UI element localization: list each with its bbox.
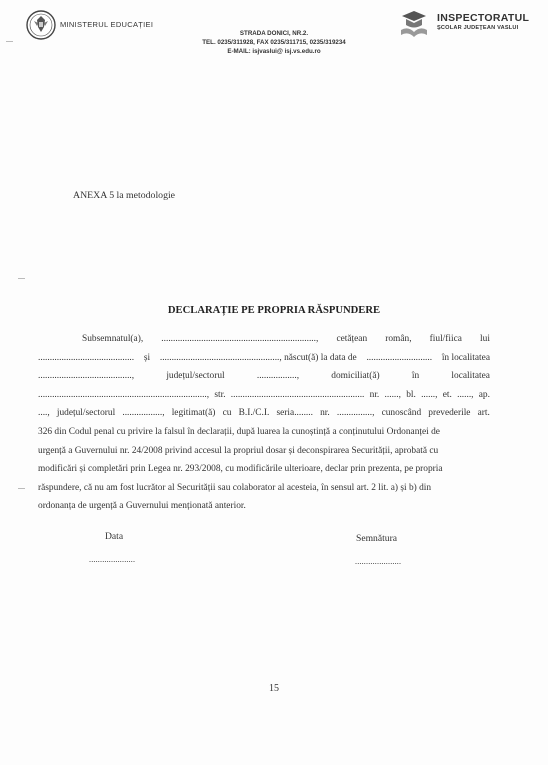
body-word: ......................................... xyxy=(38,352,135,363)
body-word: domiciliat(ă) xyxy=(331,371,380,382)
body-word: ordonanța de urgență a Guvernului menționată anterior. xyxy=(38,501,246,512)
signature-label: Semnătura xyxy=(356,533,398,544)
body-word: et. xyxy=(442,389,452,400)
body-word: art. xyxy=(477,408,490,419)
margin-mark xyxy=(6,41,13,42)
body-line xyxy=(38,386,490,405)
declaration-title: DECLARAȚIE PE PROPRIA RĂSPUNDERE xyxy=(167,305,381,316)
body-word: prevederile xyxy=(428,408,471,419)
body-word: județul/sectorul xyxy=(166,371,225,382)
body-line xyxy=(38,442,490,461)
body-word: legitimat(ă) xyxy=(171,408,216,419)
body-word: lui xyxy=(480,334,490,344)
body-word: ..............., xyxy=(336,408,375,419)
body-word: român, xyxy=(385,334,412,344)
header-address: STRADA DONICI, NR.2. xyxy=(239,30,309,37)
body-word: ........................................, xyxy=(38,371,135,382)
body-word: ap. xyxy=(478,389,490,400)
body-word: Subsemnatul(a), xyxy=(82,334,144,344)
body-word: ......, xyxy=(457,389,474,400)
body-word: ................., xyxy=(256,371,300,382)
body-word: bl. xyxy=(406,389,416,400)
body-word: ........................................................................, xyxy=(38,389,210,400)
margin-mark xyxy=(18,488,25,489)
isj-subtitle: ŞCOLAR JUDEŢEAN VASLUI xyxy=(437,25,519,31)
body-word: în localitatea xyxy=(441,352,490,363)
body-word: 326 din Codul penal cu privire la falsul în declarații, după luarea la cunoștință a conținutului Ordonanței de xyxy=(38,426,440,437)
body-line xyxy=(38,330,490,349)
body-line xyxy=(38,404,490,423)
margin-mark xyxy=(18,278,25,279)
body-word: cetățean xyxy=(336,334,368,344)
body-word: str. xyxy=(214,389,226,400)
body-word: modificări și completări prin Legea nr. 293/2008, cu modificările ulterioare, declar prin prezenta, pe propria xyxy=(38,464,443,475)
body-word: ............................ xyxy=(366,352,433,363)
body-word: nr. xyxy=(369,389,380,400)
ministry-crest-icon xyxy=(26,10,56,40)
page-number: 15 xyxy=(269,683,279,694)
body-word: seria........ xyxy=(276,408,313,419)
body-line xyxy=(38,479,490,498)
body-line xyxy=(38,349,490,368)
body-word: ......, xyxy=(421,389,438,400)
header-email: E-MAIL: isjvaslui@ isj.vs.edu.ro xyxy=(227,48,321,55)
signature-field: ..................... xyxy=(355,557,402,566)
body-word: în xyxy=(411,371,420,382)
date-field: ..................... xyxy=(89,555,136,564)
body-word: ..................................................., născut(ă) la data de xyxy=(159,352,357,363)
date-label: Data xyxy=(105,531,124,542)
body-word: ...., xyxy=(38,408,50,419)
body-word: și xyxy=(143,352,151,363)
ministry-name: MINISTERUL EDUCAȚIEI xyxy=(60,20,154,29)
body-word: ......................................................... xyxy=(230,389,365,400)
body-word: ................., xyxy=(122,408,165,419)
isj-logo-icon xyxy=(398,8,430,40)
body-word: cu xyxy=(222,408,232,419)
body-word: nr. xyxy=(320,408,330,419)
isj-name: INSPECTORATUL xyxy=(437,12,530,24)
body-word: răspundere, că nu am fost lucrător al Securității sau colaborator al acesteia, în sensul art. 2 lit. a) și b) din xyxy=(38,482,432,493)
body-line xyxy=(38,497,490,516)
body-line xyxy=(38,423,490,442)
body-word: urgență a Guvernului nr. 24/2008 privind accesul la propriul dosar și deconspirarea Securității, aprobată cu xyxy=(38,445,439,456)
header-contact xyxy=(150,29,398,56)
body-word: ......, xyxy=(384,389,401,400)
body-word: B.I./C.I. xyxy=(238,408,270,419)
header-phone: TEL. 0235/311928, FAX 0235/311715, 0235/319234 xyxy=(202,39,346,46)
body-word: .................................................................., xyxy=(161,334,319,344)
body-word: fiul/fiica xyxy=(429,334,462,344)
declaration-body xyxy=(38,330,490,516)
body-word: cunoscând xyxy=(381,408,422,419)
body-word: localitatea xyxy=(451,371,490,382)
body-line xyxy=(38,460,490,479)
body-line xyxy=(38,367,490,386)
annex-label: ANEXA 5 la metodologie xyxy=(73,190,176,201)
body-word: județul/sectorul xyxy=(56,408,116,419)
